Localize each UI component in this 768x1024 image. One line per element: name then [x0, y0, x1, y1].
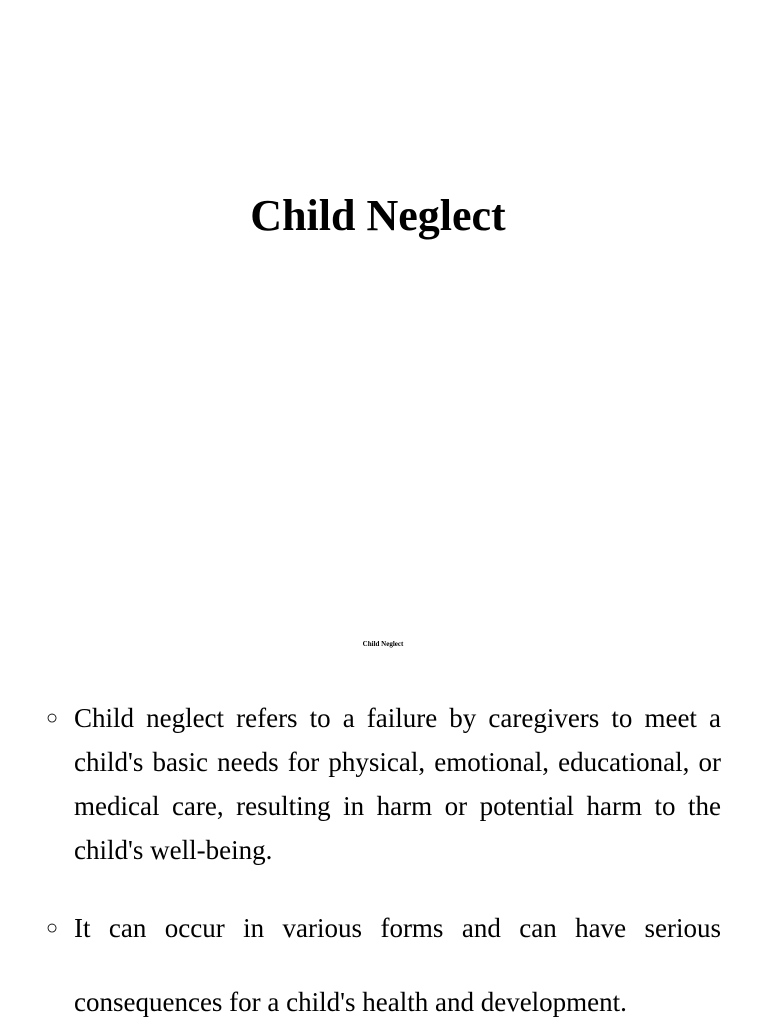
- circle-bullet-icon: ○: [46, 707, 59, 729]
- bullet-text: Child neglect refers to a failure by caregivers to meet a child's basic needs for physical, emotional, educational, or medical care, resulting in harm or potential harm to the child's well-being.: [74, 703, 721, 865]
- bullet-text: It can occur in various forms and can have serious consequences for a child's health and development.: [74, 913, 721, 1017]
- page-title: Child Neglect: [250, 191, 506, 240]
- image-caption: Child Neglect: [362, 640, 404, 648]
- circle-bullet-icon: ○: [46, 917, 59, 939]
